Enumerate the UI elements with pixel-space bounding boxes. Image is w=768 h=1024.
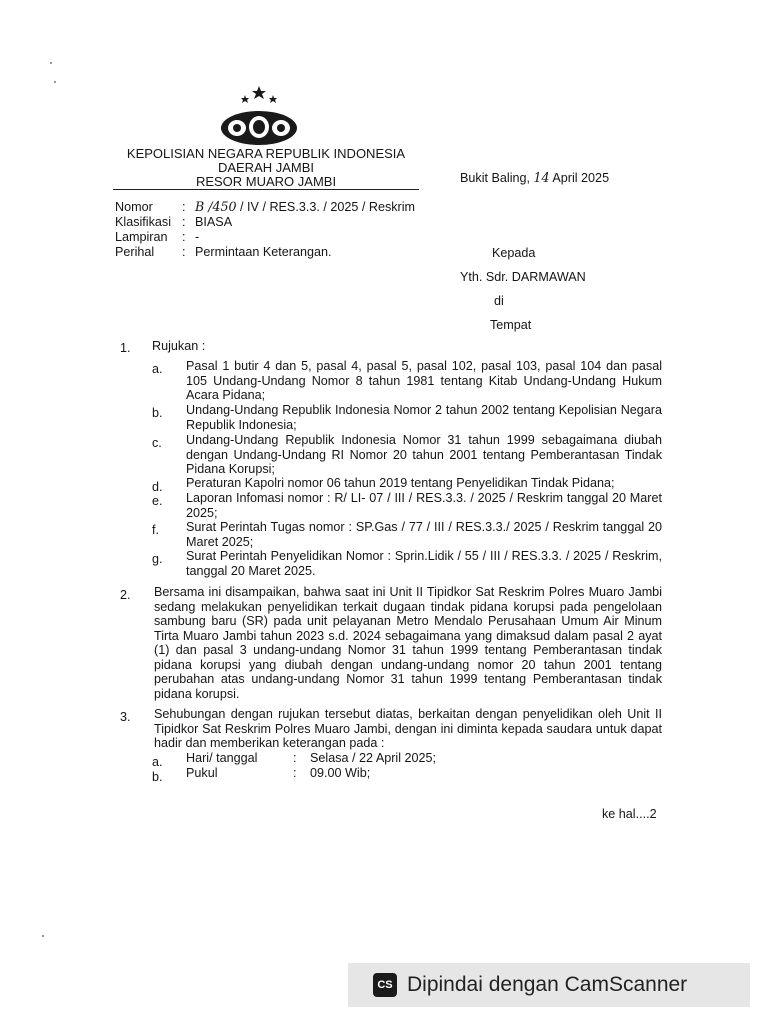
agency-line-1: KEPOLISIAN NEGARA REPUBLIK INDONESIA: [126, 146, 406, 161]
perihal-label: Perihal: [115, 245, 155, 259]
recipient-di: di: [494, 294, 504, 308]
item-3a-colon: :: [293, 751, 297, 765]
section-3-text: Sehubungan dengan rujukan tersebut diatas, berkaitan dengan penyelidikan oleh Unit II Tipidkor Sat Reskrim Polres Muaro Jambi, dengan ini diminta kepada saudara untuk dapat hadir dan memberikan keterangan pada :: [154, 707, 662, 750]
section-1-title: Rujukan :: [152, 339, 206, 353]
nomor-colon: :: [182, 200, 186, 214]
scan-speck: [42, 935, 44, 937]
item-1c-letter: c.: [152, 436, 162, 450]
perihal-value: Permintaan Keterangan.: [195, 245, 332, 259]
klasifikasi-value: BIASA: [195, 215, 233, 229]
item-3a-label: Hari/ tanggal: [186, 751, 258, 765]
item-1b-text: Undang-Undang Republik Indonesia Nomor 2 tahun 2002 tentang Kepolisian Negara Republik Indonesia;: [186, 403, 662, 432]
item-3b-value: 09.00 Wib;: [310, 766, 371, 780]
section-2-number: 2.: [120, 588, 131, 602]
section-1-number: 1.: [120, 341, 131, 355]
next-page-note: ke hal....2: [602, 807, 657, 821]
lampiran-label: Lampiran: [115, 230, 168, 244]
item-1a-letter: a.: [152, 362, 163, 376]
nomor-handwritten: B /450: [195, 199, 237, 214]
date-day-handwritten: 14: [533, 170, 550, 185]
item-1f-text: Surat Perintah Tugas nomor : SP.Gas / 77 / III / RES.3.3./ 2025 / Reskrim tanggal 20 Maret 2025;: [186, 520, 662, 549]
item-1e-letter: e.: [152, 494, 163, 508]
item-1f-letter: f.: [152, 523, 159, 537]
recipient-name: Yth. Sdr. DARMAWAN: [460, 270, 586, 284]
item-3a-value: Selasa / 22 April 2025;: [310, 751, 437, 765]
item-3b-letter: b.: [152, 770, 163, 784]
item-1e-text: Laporan Infomasi nomor : R/ LI- 07 / III / RES.3.3. / 2025 / Reskrim tanggal 20 Maret 2025;: [186, 491, 662, 520]
recipient-tempat: Tempat: [490, 318, 532, 332]
letter-meta: [115, 200, 415, 260]
section-3-number: 3.: [120, 710, 131, 724]
camscanner-text: Dipindai dengan CamScanner: [407, 972, 688, 996]
item-1a-text: Pasal 1 butir 4 dan 5, pasal 4, pasal 5, pasal 102, pasal 103, pasal 104 dan pasal 105 Undang-Undang Nomor 8 tahun 1981 tentang Kitab Undang-Undang Hukum Acara Pidana;: [186, 359, 662, 402]
camscanner-icon: CS: [373, 973, 397, 997]
nomor-rest: / IV / RES.3.3. / 2025 / Reskrim: [236, 200, 416, 214]
item-1g-letter: g.: [152, 552, 163, 566]
recipient-kepada: Kepada: [492, 246, 536, 260]
lampiran-colon: :: [182, 230, 186, 244]
agency-line-2: DAERAH JAMBI: [217, 160, 315, 175]
date-place: Bukit Baling,: [460, 171, 531, 185]
scan-speck: [54, 81, 56, 83]
item-1b-letter: b.: [152, 406, 163, 420]
police-emblem-logo: [218, 86, 300, 148]
item-1c-text: Undang-Undang Republik Indonesia Nomor 31 tahun 1999 sebagaimana diubah dengan Undang-Undang RI Nomor 20 tahun 2001 tentang Pemberantasan Tindak Pidana Korupsi;: [186, 433, 662, 476]
meta-perihal: [115, 245, 415, 260]
meta-nomor: [115, 200, 415, 215]
nomor-label: Nomor: [115, 200, 153, 214]
scan-speck: [50, 62, 52, 64]
item-3b-label: Pukul: [186, 766, 218, 780]
meta-klasifikasi: [115, 215, 415, 230]
recipient-block: [460, 246, 586, 342]
lampiran-value: -: [195, 230, 200, 244]
klasifikasi-label: Klasifikasi: [115, 215, 171, 229]
item-3b-colon: :: [293, 766, 297, 780]
letter-date: [460, 171, 609, 186]
klasifikasi-colon: :: [182, 215, 186, 229]
item-1g-text: Surat Perintah Penyelidikan Nomor : Sprin.Lidik / 55 / III / RES.3.3. / 2025 / Reskrim, tanggal 20 Maret 2025.: [186, 549, 662, 578]
agency-header: [115, 147, 417, 190]
date-month-year: April 2025: [552, 171, 610, 185]
item-1d-letter: d.: [152, 480, 163, 494]
item-3a-letter: a.: [152, 755, 163, 769]
meta-lampiran: [115, 230, 415, 245]
perihal-colon: :: [182, 245, 186, 259]
nomor-value: [195, 200, 415, 215]
section-2-text: Bersama ini disampaikan, bahwa saat ini Unit II Tipidkor Sat Reskrim Polres Muaro Jambi sedang melakukan penyelidikan terkait dugaan tindak pidana korupsi pada pengelolaan sambung baru (SR) pada unit pelayanan Metro Mendalo Perusahaan Umum Air Minum Tirta Muaro Jambi tahun 2023 s.d. 2024 sebagaimana yang dimaksud dalam pasal 2 ayat (1) dan pasal 3 undang-undang Nomor 31 tahun 1999 tentang Pemberantasan tindak pidana korupsi yang diubah dengan undang-undang nomor 20 tahun 2001 tentang perubahan atas undang-undang Nomor 31 tahun 1999 tentang Pemberantasan tindak pidana korupsi.: [154, 585, 662, 701]
agency-line-3: RESOR MUARO JAMBI: [113, 175, 419, 190]
item-1d-text: Peraturan Kapolri nomor 06 tahun 2019 tentang Penyelidikan Tindak Pidana;: [186, 476, 615, 490]
camscanner-watermark: [348, 963, 750, 1007]
